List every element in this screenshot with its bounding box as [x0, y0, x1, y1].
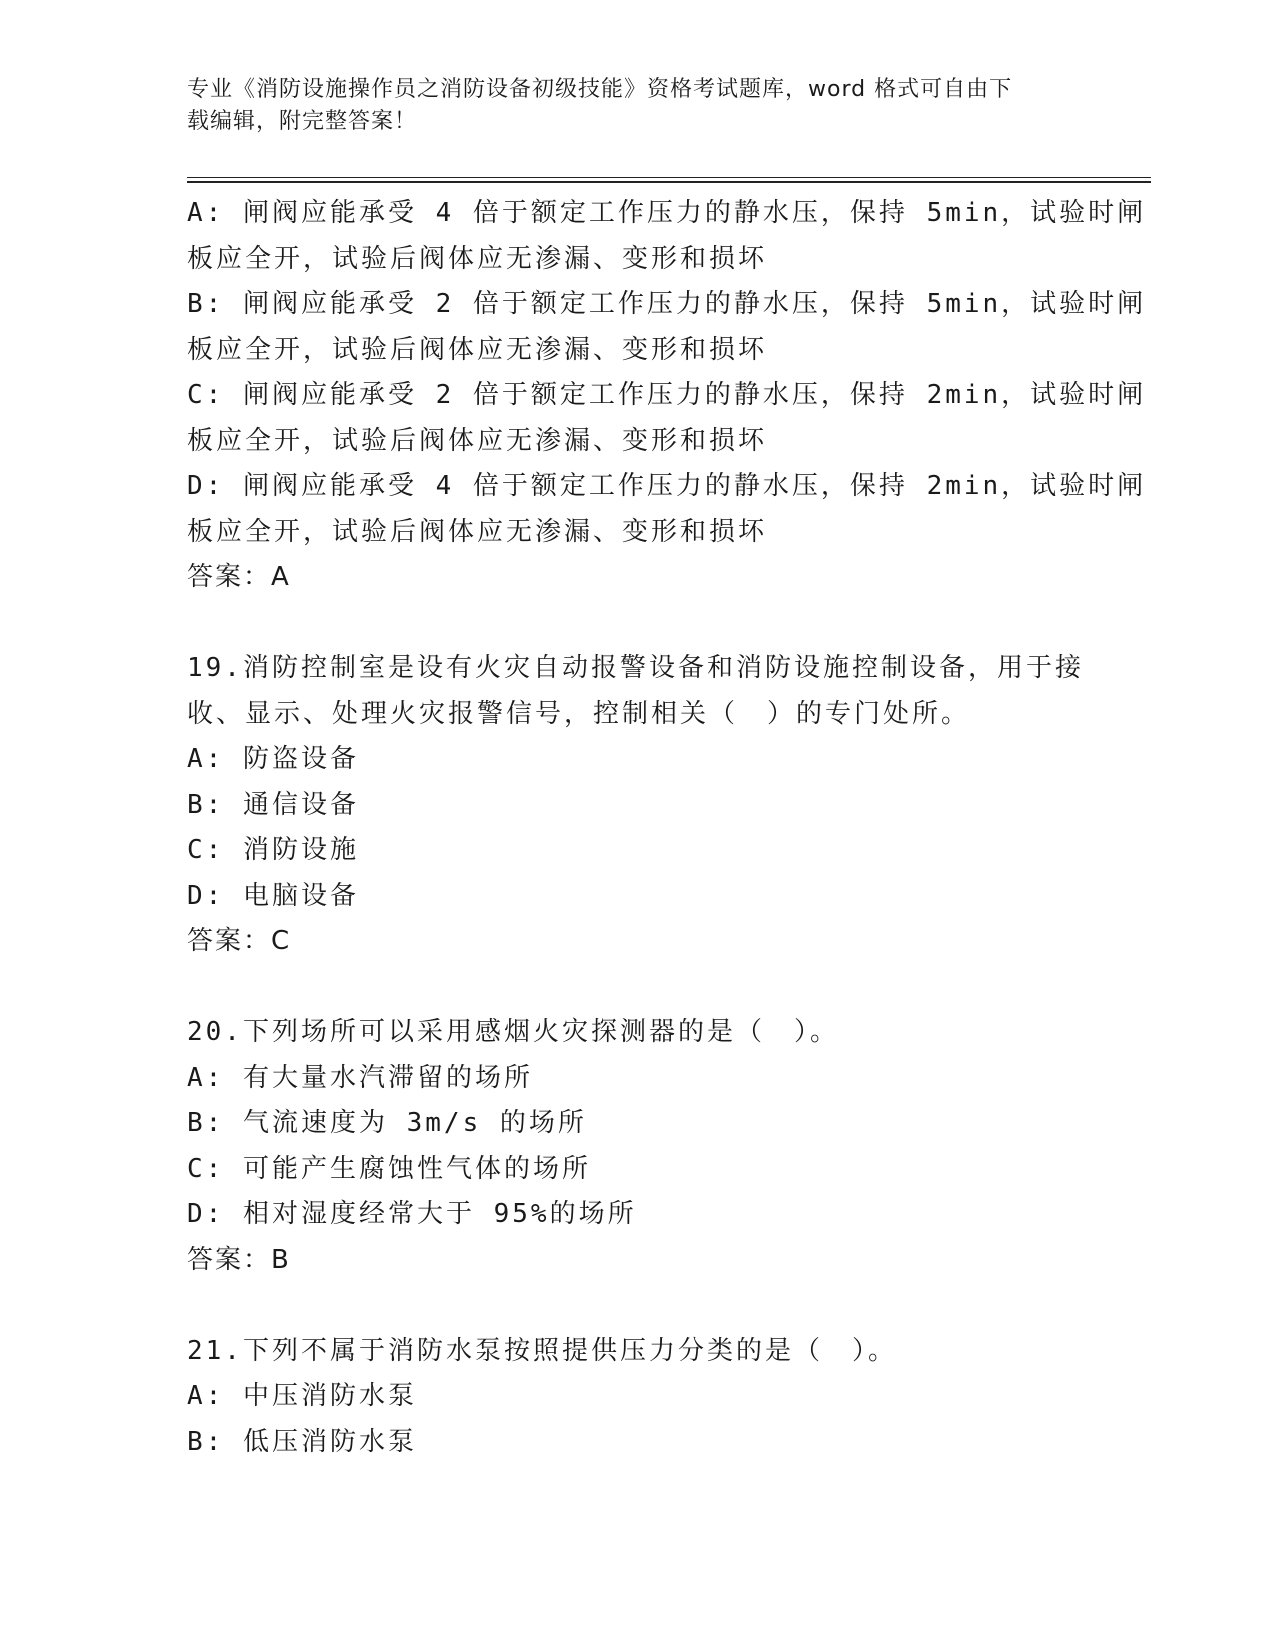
option-line: A: 闸阀应能承受 4 倍于额定工作压力的静水压，保持 5min，试验时闸	[187, 198, 1147, 228]
header-line-2: 载编辑，附完整答案！	[187, 109, 418, 134]
option-line: B: 闸阀应能承受 2 倍于额定工作压力的静水压，保持 5min，试验时闸	[187, 289, 1147, 319]
option-a	[187, 191, 1147, 282]
option-b: B: 低压消防水泵	[187, 1426, 417, 1457]
document-header	[187, 74, 1067, 138]
header-line-1: 专业《消防设施操作员之消防设备初级技能》资格考试题库，word 格式可自由下	[187, 77, 1013, 102]
option-a: A: 中压消防水泵	[187, 1381, 417, 1411]
question-stem: 20.下列场所可以采用感烟火灾探测器的是（ ）。	[187, 1017, 839, 1047]
option-d: D: 电脑设备	[187, 880, 359, 911]
option-d: D: 相对湿度经常大于 95%的场所	[187, 1199, 637, 1229]
option-d	[187, 464, 1147, 555]
answer-label: 答案：A	[187, 562, 291, 592]
option-c: C: 消防设施	[187, 835, 359, 865]
option-line: 板应全开，试验后阀体应无渗漏、变形和损坏	[187, 516, 768, 547]
option-line: 板应全开，试验后阀体应无渗漏、变形和损坏	[187, 243, 768, 274]
option-line: C: 闸阀应能承受 2 倍于额定工作压力的静水压，保持 2min，试验时闸	[187, 380, 1147, 410]
option-line: D: 闸阀应能承受 4 倍于额定工作压力的静水压，保持 2min，试验时闸	[187, 471, 1147, 501]
question-19	[187, 646, 1087, 965]
option-b: B: 通信设备	[187, 789, 359, 820]
option-line: 板应全开，试验后阀体应无渗漏、变形和损坏	[187, 334, 768, 365]
option-a: A: 防盗设备	[187, 744, 359, 774]
answer-label: 答案：C	[187, 926, 292, 956]
option-a: A: 有大量水汽滞留的场所	[187, 1062, 533, 1093]
question-18	[187, 191, 1147, 601]
option-c: C: 可能产生腐蚀性气体的场所	[187, 1153, 591, 1184]
question-content	[187, 191, 1147, 1465]
question-20	[187, 1010, 1087, 1283]
question-stem: 收、显示、处理火灾报警信号，控制相关（ ）的专门处所。	[187, 698, 971, 729]
option-c	[187, 373, 1147, 464]
header-divider-thick	[187, 181, 1151, 183]
question-21	[187, 1329, 1087, 1466]
question-stem: 21.下列不属于消防水泵按照提供压力分类的是（ ）。	[187, 1335, 897, 1366]
option-b	[187, 282, 1147, 373]
header-divider-thin	[187, 177, 1151, 178]
question-stem: 19.消防控制室是设有火灾自动报警设备和消防设施控制设备，用于接	[187, 653, 1084, 683]
answer-label: 答案：B	[187, 1244, 291, 1275]
option-b: B: 气流速度为 3m/s 的场所	[187, 1108, 587, 1138]
option-line: 板应全开，试验后阀体应无渗漏、变形和损坏	[187, 425, 768, 456]
